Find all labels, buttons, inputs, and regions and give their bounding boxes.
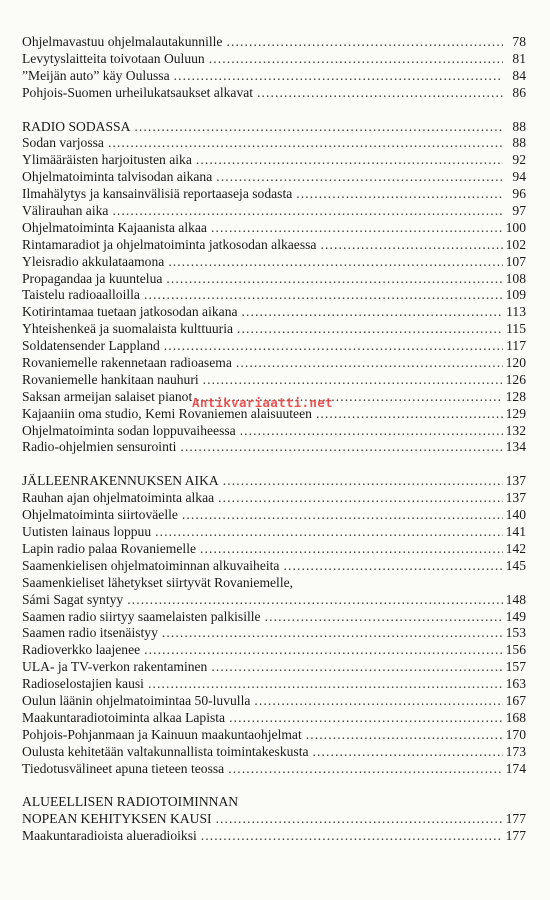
toc-entry-page: 128: [505, 388, 526, 404]
toc-entry: [22, 524, 526, 541]
toc-entry-page: 97: [512, 203, 526, 219]
dot-leader: [203, 372, 503, 389]
dot-leader: [155, 524, 502, 541]
toc-entry: [22, 186, 526, 203]
toc-entry-page: 157: [505, 659, 526, 675]
toc-entry-title: Rovaniemelle hankitaan nauhuri: [22, 371, 199, 387]
toc-entry-page: 149: [505, 608, 526, 624]
toc-entry-title: Taistelu radioaalloilla: [22, 287, 140, 303]
toc-entry: [22, 828, 526, 845]
toc-entry-title: Tiedotusvälineet apuna tieteen teossa: [22, 760, 225, 776]
toc-entry-title: Ohjelmavastuu ohjelmalautakunnille: [22, 34, 223, 49]
section-spacer: [22, 777, 526, 794]
toc-entry-page: 78: [512, 34, 526, 49]
toc-entry: [22, 304, 526, 321]
toc-section: [22, 794, 526, 845]
toc-entry-page: 137: [505, 490, 526, 506]
toc-entry: [22, 85, 526, 102]
toc-entry-title: Yhteishenkeä ja suomalaista kulttuuria: [22, 321, 234, 337]
dot-leader: [127, 592, 502, 609]
dot-leader: [216, 811, 503, 828]
toc-entry-title: Lapin radio palaa Rovaniemelle: [22, 540, 197, 556]
toc-entry-title: Ohjelmatoiminta talvisodan aikana: [22, 169, 213, 185]
toc-entry: [22, 355, 526, 372]
table-of-contents: [22, 34, 526, 845]
toc-entry-page: 148: [505, 591, 526, 607]
toc-entry: [22, 237, 526, 254]
toc-entry: [22, 321, 526, 338]
toc-entry-title: Ohjelmatoiminta Kajaanista alkaa: [22, 219, 207, 235]
dot-leader: [211, 659, 502, 676]
dot-leader: [265, 609, 503, 626]
toc-entry-title: Sodan varjossa: [22, 135, 104, 151]
toc-entry-title: Radioverkko laajenee: [22, 642, 141, 658]
toc-entry-page: 142: [505, 540, 526, 556]
toc-entry: [22, 609, 526, 626]
toc-entry-page: 108: [505, 270, 526, 286]
toc-entry-page: 129: [505, 405, 526, 421]
dot-leader: [200, 541, 503, 558]
toc-entry: [22, 490, 526, 507]
toc-entry-title: Rovaniemelle rakennetaan radioasema: [22, 355, 232, 371]
toc-entry: [22, 220, 526, 237]
toc-entry-page: 153: [505, 625, 526, 641]
dot-leader: [229, 710, 503, 727]
toc-entry: [22, 372, 526, 389]
toc-entry: [22, 592, 526, 609]
dot-leader: [223, 473, 503, 490]
toc-entry: [22, 152, 526, 169]
dot-leader: [174, 68, 503, 85]
toc-entry-title: Saamen radio itsenäistyy: [22, 625, 158, 641]
toc-entry-page: 140: [505, 507, 526, 523]
toc-entry: [22, 439, 526, 456]
toc-entry-page: 88: [512, 118, 526, 134]
toc-entry-page: 126: [505, 371, 526, 387]
toc-entry: [22, 659, 526, 676]
toc-entry-title: ”Meijän auto” käy Oulussa: [22, 67, 170, 83]
dot-leader: [236, 355, 503, 372]
toc-entry: [22, 676, 526, 693]
toc-entry: [22, 473, 526, 490]
toc-entry-title: Maakuntaradioista alueradioiksi: [22, 828, 197, 844]
dot-leader: [211, 220, 503, 237]
toc-entry: [22, 68, 526, 85]
toc-entry: [22, 203, 526, 220]
watermark: Antikvariaatti.net: [192, 395, 333, 410]
dot-leader: [316, 406, 503, 423]
toc-entry-page: 88: [512, 135, 526, 151]
toc-entry-page: 107: [505, 253, 526, 269]
toc-entry-page: 84: [512, 67, 526, 83]
toc-entry-page: 134: [505, 439, 526, 455]
toc-entry-title: JÄLLEENRAKENNUKSEN AIKA: [22, 473, 219, 489]
toc-entry: [22, 51, 526, 68]
dot-leader: [242, 304, 503, 321]
toc-entry-title: Rauhan ajan ohjelmatoiminta alkaa: [22, 490, 215, 506]
dot-leader: [296, 186, 503, 203]
toc-entry-title: Pohjois-Pohjanmaan ja Kainuun maakuntaohjelmat: [22, 726, 302, 742]
dot-leader: [237, 321, 503, 338]
toc-entry-page: 168: [505, 709, 526, 725]
toc-entry: [22, 811, 526, 828]
toc-entry-page: 86: [512, 84, 526, 100]
toc-entry-title: Sámi Sagat syntyy: [22, 591, 124, 607]
toc-entry: [22, 423, 526, 440]
toc-entry: [22, 507, 526, 524]
toc-entry: [22, 287, 526, 304]
toc-entry-page: 113: [506, 304, 526, 320]
toc-entry-page: 117: [506, 338, 526, 354]
toc-entry: [22, 642, 526, 659]
toc-entry: [22, 135, 526, 152]
toc-entry-title-line1: Saamenkieliset lähetykset siirtyvät Rovaniemelle,: [22, 574, 294, 590]
toc-entry: [22, 541, 526, 558]
toc-entry-page: 132: [505, 422, 526, 438]
toc-entry-title: Maakuntaradiotoiminta alkaa Lapista: [22, 709, 226, 725]
toc-entry: [22, 625, 526, 642]
toc-entry-title: Radioselostajien kausi: [22, 676, 144, 692]
toc-entry-title: Pohjois-Suomen urheilukatsaukset alkavat: [22, 84, 254, 100]
section-spacer: [22, 102, 526, 119]
toc-entry-page: 137: [505, 473, 526, 489]
dot-leader: [164, 338, 503, 355]
toc-entry-title: Saamenkielisen ohjelmatoiminnan alkuvaiheita: [22, 557, 280, 573]
toc-entry-page: 170: [505, 726, 526, 742]
section-spacer: [22, 456, 526, 473]
dot-leader: [306, 727, 503, 744]
dot-leader: [182, 507, 503, 524]
dot-leader: [254, 693, 502, 710]
dot-leader: [112, 203, 503, 220]
toc-entry-title: ULA- ja TV-verkon rakentaminen: [22, 659, 208, 675]
toc-entry-page: 96: [512, 186, 526, 202]
toc-entry-page: 177: [505, 828, 526, 844]
toc-entry-title: Ilmahälytys ja kansainvälisiä reportaaseja sodasta: [22, 186, 293, 202]
dot-leader: [283, 558, 502, 575]
dot-leader: [134, 119, 503, 136]
toc-entry-title: Levytyslaitteita toivotaan Ouluun: [22, 50, 205, 66]
dot-leader: [180, 439, 502, 456]
dot-leader: [209, 51, 503, 68]
dot-leader: [144, 287, 503, 304]
toc-entry-title: Saksan armeijan salaiset pianot: [22, 388, 193, 404]
toc-section: [22, 34, 526, 102]
toc-entry-title-line1: ALUEELLISEN RADIOTOIMINNAN: [22, 794, 239, 810]
toc-entry-page: 177: [505, 811, 526, 827]
dot-leader: [218, 490, 502, 507]
toc-entry-page: 163: [505, 676, 526, 692]
toc-entry: [22, 761, 526, 778]
dot-leader: [313, 744, 503, 761]
toc-entry-page: 92: [512, 152, 526, 168]
toc-entry-page: 167: [505, 692, 526, 708]
toc-entry-page: 115: [506, 321, 526, 337]
dot-leader: [168, 254, 502, 271]
toc-entry: [22, 338, 526, 355]
toc-entry: [22, 744, 526, 761]
toc-entry-title: Soldatensender Lappland: [22, 338, 160, 354]
toc-entry-page: 174: [505, 760, 526, 776]
dot-leader: [228, 761, 502, 778]
dot-leader: [257, 85, 503, 102]
toc-entry: [22, 710, 526, 727]
toc-entry-title: NOPEAN KEHITYKSEN KAUSI: [22, 811, 212, 827]
toc-entry-title: Rintamaradiot ja ohjelmatoiminta jatkosodan alkaessa: [22, 236, 317, 252]
toc-entry-page: 173: [505, 743, 526, 759]
dot-leader: [226, 34, 503, 51]
toc-entry-page: 120: [505, 355, 526, 371]
toc-entry-page: 94: [512, 169, 526, 185]
toc-entry: [22, 558, 526, 575]
toc-entry: [22, 119, 526, 136]
toc-entry-page: 141: [505, 524, 526, 540]
toc-entry: [22, 271, 526, 288]
toc-entry-title: RADIO SODASSA: [22, 118, 131, 134]
toc-section: [22, 473, 526, 777]
toc-entry-title: Kotirintamaa tuetaan jatkosodan aikana: [22, 304, 238, 320]
toc-entry: [22, 34, 526, 51]
dot-leader: [166, 271, 502, 288]
toc-entry-title: Saamen radio siirtyy saamelaisten palkisille: [22, 608, 261, 624]
toc-entry-title: Yleisradio akkulataamona: [22, 253, 165, 269]
toc-entry-title: Ohjelmatoiminta sodan loppuvaiheessa: [22, 422, 236, 438]
toc-entry-title: Propagandaa ja kuuntelua: [22, 270, 163, 286]
toc-entry-title: Välirauhan aika: [22, 203, 109, 219]
toc-entry-page: 156: [505, 642, 526, 658]
toc-entry-title: Ylimääräisten harjoitusten aika: [22, 152, 192, 168]
toc-entry-title: Oulusta kehitetään valtakunnallista toimintakeskusta: [22, 743, 309, 759]
toc-entry-title: Ohjelmatoiminta siirtoväelle: [22, 507, 178, 523]
dot-leader: [201, 828, 503, 845]
toc-entry-title: Kajaaniin oma studio, Kemi Rovaniemen alaisuuteen: [22, 405, 312, 421]
toc-entry-title: Radio-ohjelmien sensurointi: [22, 439, 177, 455]
dot-leader: [196, 152, 503, 169]
toc-entry-page: 109: [505, 287, 526, 303]
dot-leader: [240, 423, 503, 440]
dot-leader: [148, 676, 503, 693]
dot-leader: [162, 625, 503, 642]
toc-entry: [22, 169, 526, 186]
dot-leader: [144, 642, 502, 659]
toc-entry: [22, 254, 526, 271]
toc-entry-page: 100: [505, 219, 526, 235]
toc-entry-title: Uutisten lainaus loppuu: [22, 524, 152, 540]
dot-leader: [320, 237, 502, 254]
toc-entry-page: 145: [505, 557, 526, 573]
dot-leader: [216, 169, 503, 186]
toc-entry-page: 102: [505, 236, 526, 252]
dot-leader: [108, 135, 503, 152]
toc-entry-title: Oulun läänin ohjelmatoimintaa 50-luvulla: [22, 692, 251, 708]
toc-entry-page: 81: [512, 50, 526, 66]
toc-entry: [22, 693, 526, 710]
toc-entry: [22, 727, 526, 744]
